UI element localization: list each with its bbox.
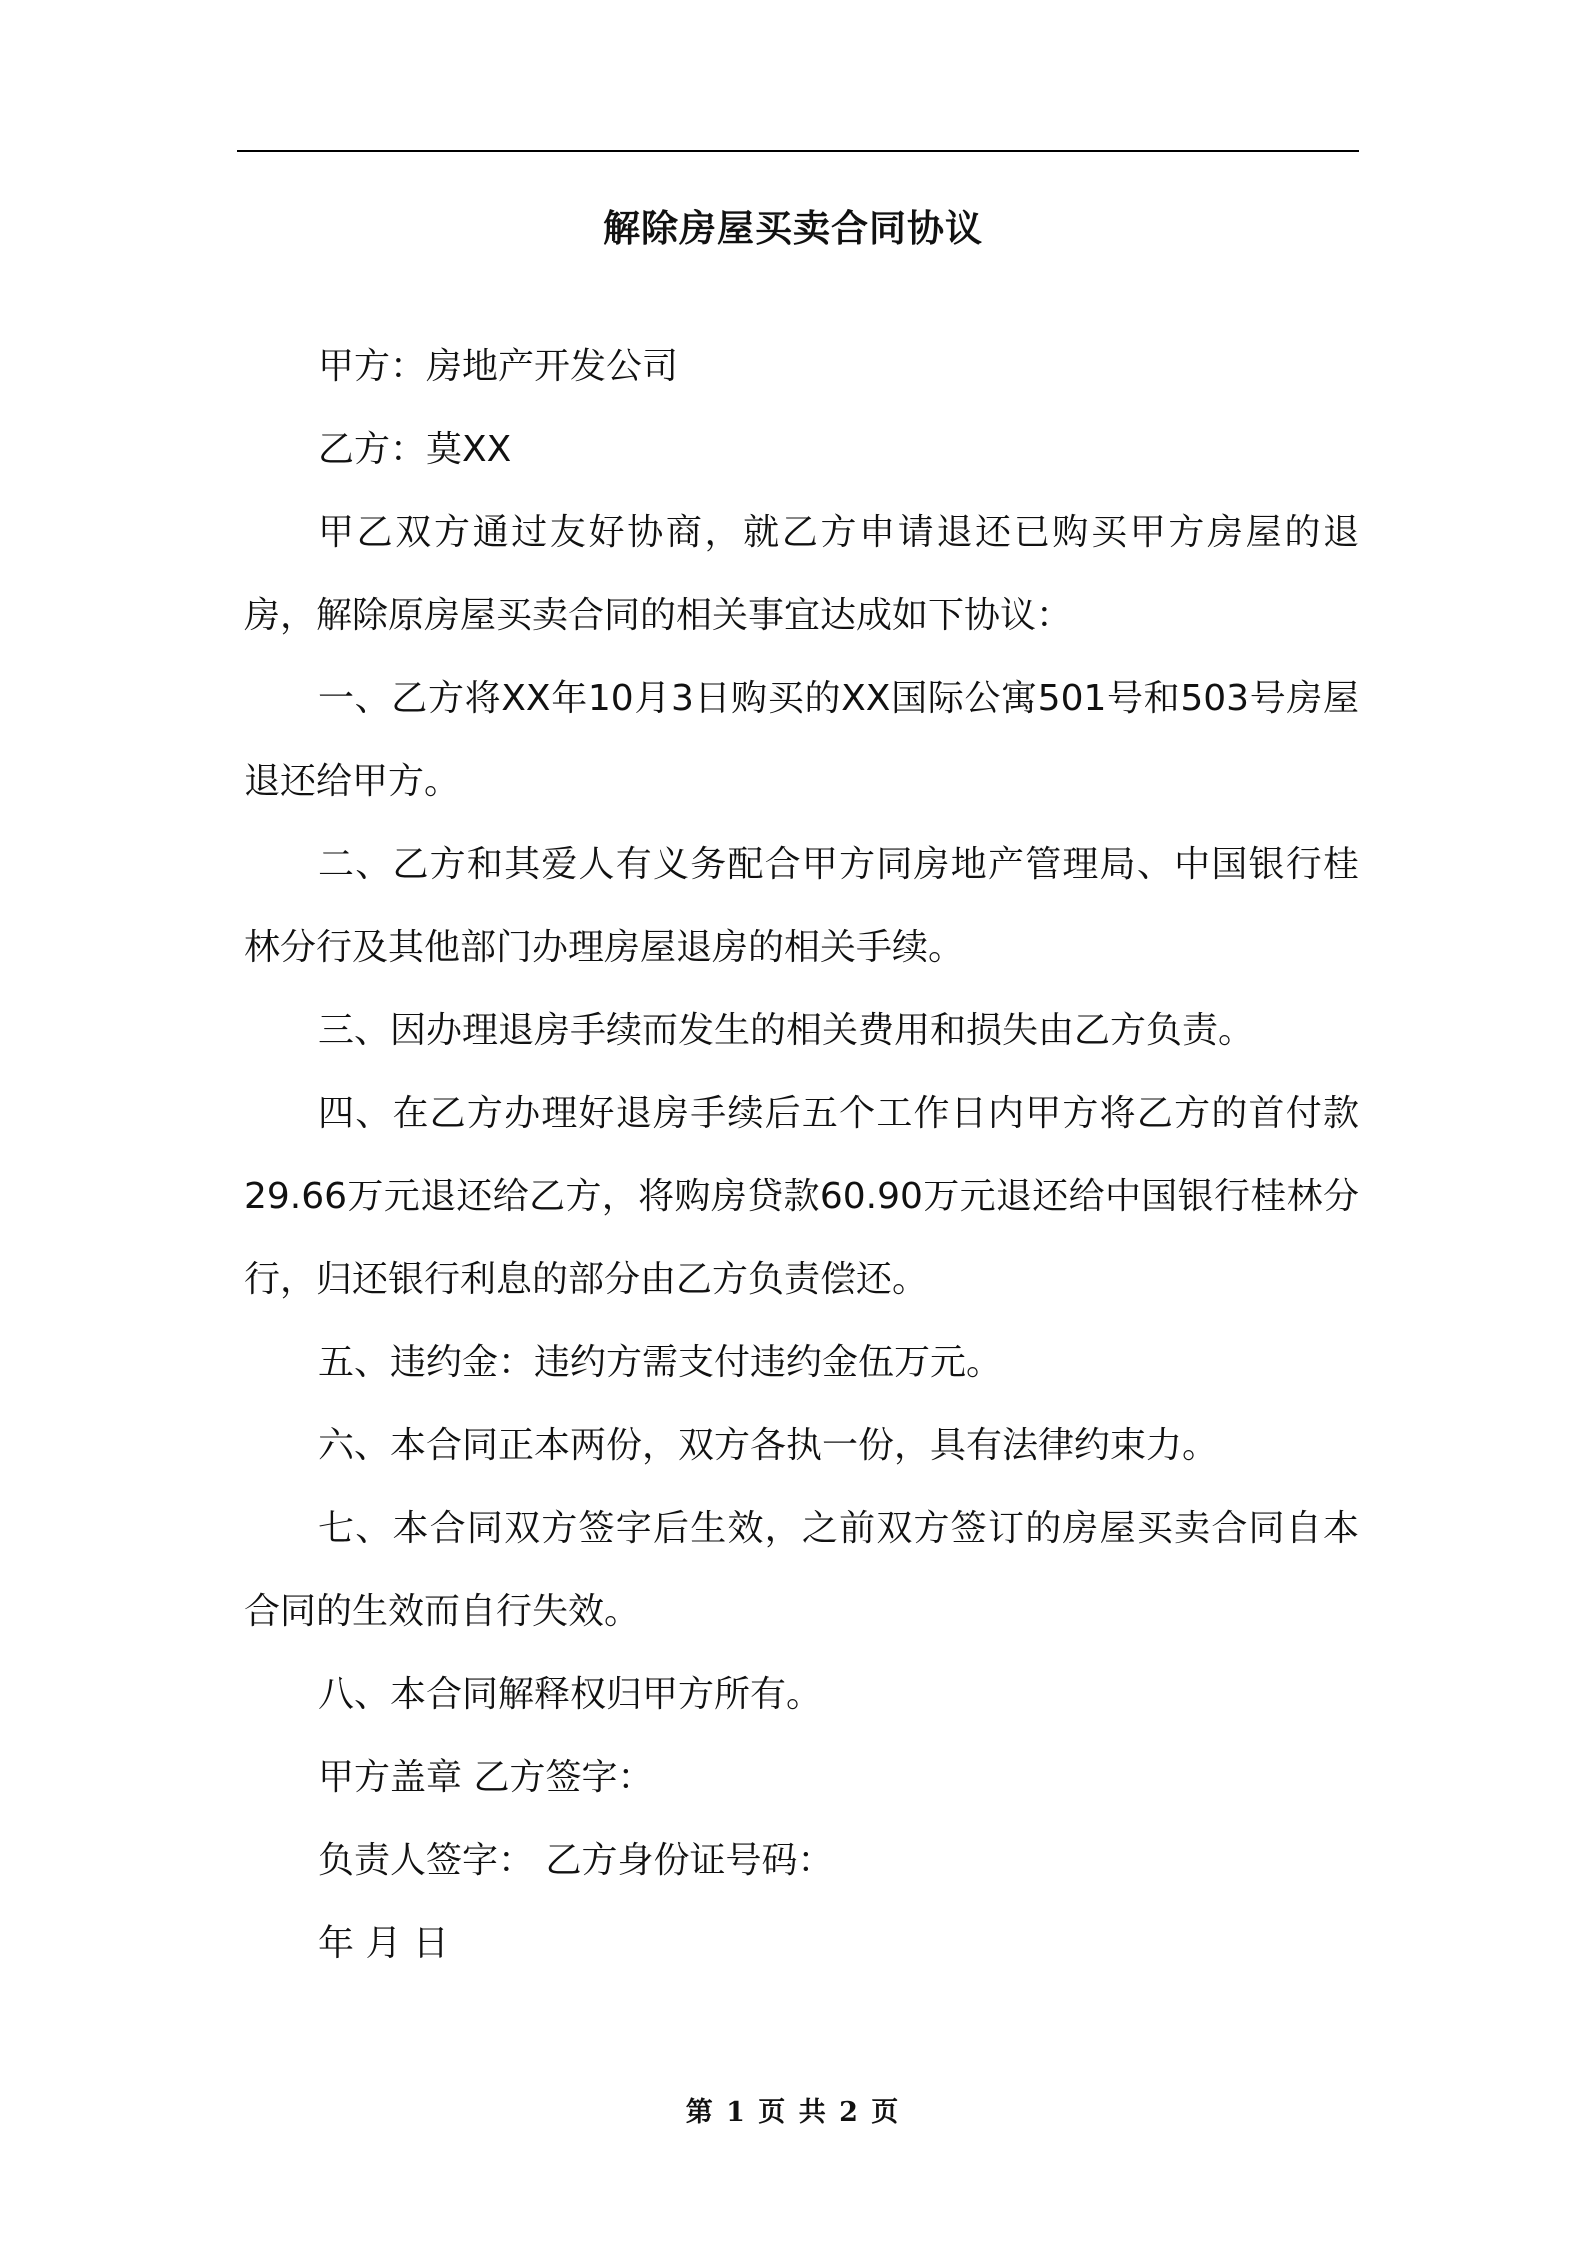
document-body <box>244 325 1359 1985</box>
party-a-line: 甲方：房地产开发公司 <box>318 346 679 387</box>
clause-2: 二、乙方和其爱人有义务配合甲方同房地产管理局、中国银行桂林分行及其他部门办理房屋退房的相关手续。 <box>244 844 1359 968</box>
page-number-footer: 第 1 页 共 2 页 <box>685 2097 901 2128</box>
clause-5: 五、违约金：违约方需支付违约金伍万元。 <box>318 1342 1003 1383</box>
clause-1: 一、乙方将XX年10月3日购买的XX国际公寓501号和503号房屋退还给甲方。 <box>244 678 1359 802</box>
clause-3: 三、因办理退房手续而发生的相关费用和损失由乙方负责。 <box>318 1010 1255 1051</box>
clause-8: 八、本合同解释权归甲方所有。 <box>318 1674 823 1715</box>
header-rule <box>237 150 1359 152</box>
date-line: 年 月 日 <box>318 1923 449 1964</box>
seal-signature-line: 甲方盖章 乙方签字： <box>318 1757 654 1798</box>
clause-4: 四、在乙方办理好退房手续后五个工作日内甲方将乙方的首付款29.66万元退还给乙方，将购房贷款60.90万元退还给中国银行桂林分行，归还银行利息的部分由乙方负责偿还。 <box>244 1093 1359 1300</box>
clause-6: 六、本合同正本两份，双方各执一份，具有法律约束力。 <box>318 1425 1219 1466</box>
party-b-line: 乙方：莫XX <box>318 429 512 470</box>
document-title: 解除房屋买卖合同协议 <box>603 207 983 250</box>
clause-7: 七、本合同双方签字后生效，之前双方签订的房屋买卖合同自本合同的生效而自行失效。 <box>244 1508 1359 1632</box>
preamble-paragraph: 甲乙双方通过友好协商，就乙方申请退还已购买甲方房屋的退房，解除原房屋买卖合同的相关事宜达成如下协议： <box>244 512 1359 636</box>
responsible-signature-line: 负责人签字： 乙方身份证号码： <box>318 1840 834 1881</box>
